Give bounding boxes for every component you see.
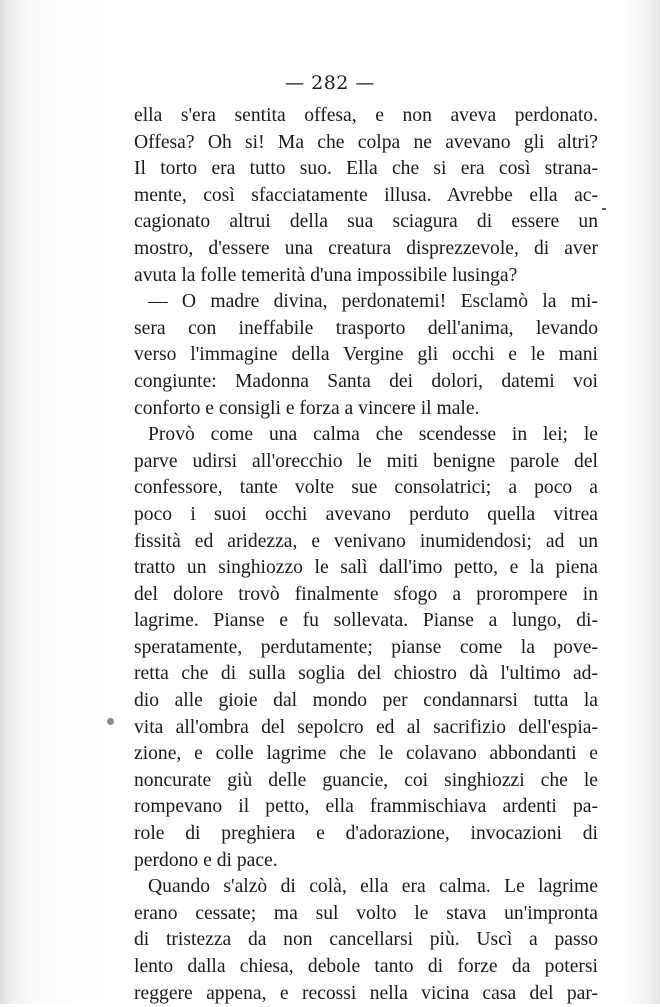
text-line: retta che di sulla soglia del chiostro dà l'ultimo ad- (134, 663, 598, 685)
text-line: — O madre divina, perdonatemi! Esclamò la mi- (148, 291, 598, 313)
text-line: poco i suoi occhi avevano perduto quella vitrea (134, 503, 598, 525)
text-line: Quando s'alzò di colà, ella era calma. Le lagrime (148, 876, 598, 898)
text-line: vita all'ombra del sepolcro ed al sacrifizio dell'espia- (134, 716, 598, 738)
text-line: mente, così sfacciatamente illusa. Avrebbe ella ac- (134, 184, 598, 206)
text-line: speratamente, perdutamente; pianse come la pove- (134, 636, 598, 658)
text-line: erano cessate; ma sul volto le stava un'impronta (134, 902, 598, 924)
text-line: verso l'immagine della Vergine gli occhi e le mani (134, 344, 598, 366)
text-line: Offesa? Oh si! Ma che colpa ne avevano gli altri? (134, 131, 598, 153)
text-line: avuta la folle temerità d'una impossibile lusinga? (134, 264, 518, 286)
ink-speck (107, 718, 114, 725)
text-line: fissità ed aridezza, e venivano inumidendosi; ad un (134, 530, 598, 552)
text-line: reggere appena, e recossi nella vicina casa del par- (134, 982, 598, 1004)
text-line: noncurate giù delle guancie, coi singhiozzi che le (134, 769, 598, 791)
text-line: lento dalla chiesa, debole tanto di forze da potersi (134, 956, 598, 977)
text-line: perdono e di pace. (134, 849, 278, 871)
text-line: zione, e colle lagrime che le colavano abbondanti e (134, 743, 598, 765)
page-number: — 282 — (285, 72, 375, 94)
text-line: sera con ineffabile trasporto dell'anima, levando (134, 317, 598, 339)
text-line: di tristezza da non cancellarsi più. Uscì a passo (134, 929, 598, 951)
text-line: confessore, tante volte sue consolatrici; a poco a (134, 477, 598, 499)
text-line: conforto e consigli e forza a vincere il male. (134, 397, 480, 419)
text-line: Il torto era tutto suo. Ella che si era così strana- (134, 158, 598, 180)
text-line: mostro, d'essere una creatura disprezzevole, di aver (134, 237, 598, 259)
text-line: lagrime. Pianse e fu sollevata. Pianse a lungo, di- (134, 610, 598, 632)
body-text (134, 103, 598, 1007)
text-line: Provò come una calma che scendesse in lei; le (148, 424, 598, 446)
ink-mark (602, 208, 606, 210)
text-line: congiunte: Madonna Santa dei dolori, datemi voi (134, 370, 598, 392)
text-line: rompevano il petto, ella frammischiava ardenti pa- (134, 796, 598, 818)
text-line: role di preghiera e d'adorazione, invocazioni di (134, 823, 598, 845)
text-line: ella s'era sentita offesa, e non aveva perdonato. (134, 105, 598, 126)
text-line: del dolore trovò finalmente sfogo a prorompere in (134, 583, 598, 605)
text-line: tratto un singhiozzo le salì dall'imo petto, e la piena (134, 557, 598, 579)
text-line: cagionato altrui della sua sciagura di essere un (134, 211, 598, 233)
text-line: parve udirsi all'orecchio le miti benigne parole del (134, 450, 598, 472)
text-line: dio alle gioie dal mondo per condannarsi tutta la (134, 690, 598, 712)
